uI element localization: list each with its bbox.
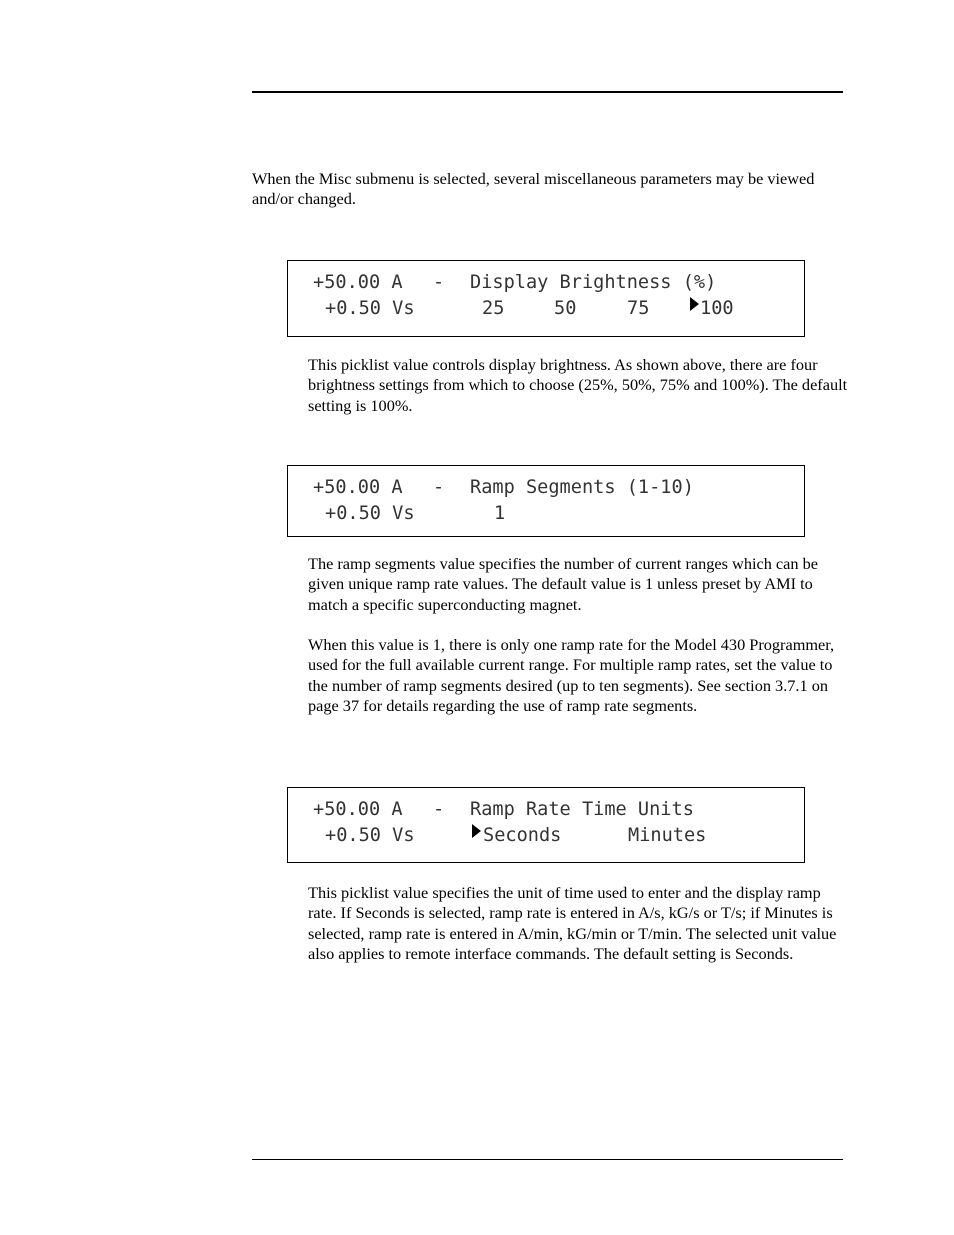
separator-dash: - <box>433 272 445 293</box>
selection-cursor-icon <box>690 297 699 311</box>
option-100-selected: 100 <box>700 298 734 319</box>
segments-display-line-1 <box>288 476 694 500</box>
menu-title: Display Brightness (%) <box>470 272 717 293</box>
brightness-display-line-1 <box>288 271 717 295</box>
units-display <box>287 787 805 863</box>
footer-rule <box>252 1159 843 1160</box>
option-25: 25 <box>482 298 505 319</box>
menu-title: Ramp Segments (1-10) <box>470 477 694 498</box>
voltage-readout: +0.50 Vs <box>325 825 415 846</box>
option-75: 75 <box>627 298 650 319</box>
brightness-display-line-2 <box>288 297 734 321</box>
brightness-description: This picklist value controls display brightness. As shown above, there are four brightness settings from which to choose (25%, 50%, 75% and 100%). The default setting is 100%. <box>308 355 848 415</box>
option-minutes: Minutes <box>628 825 707 846</box>
units-display-line-2 <box>288 824 707 848</box>
current-readout: +50.00 A <box>313 799 403 820</box>
segments-value: 1 <box>494 503 506 524</box>
selection-cursor-icon <box>472 824 481 838</box>
voltage-readout: +0.50 Vs <box>325 298 415 319</box>
units-display-line-1 <box>288 798 694 822</box>
segments-description: The ramp segments value specifies the number of current ranges which can be given unique ramp rate values. The default value is 1 unless preset by AMI to match a specific superconducting magnet. <box>308 554 818 614</box>
option-seconds-selected: Seconds <box>483 825 562 846</box>
separator-dash: - <box>433 477 445 498</box>
current-readout: +50.00 A <box>313 477 403 498</box>
brightness-display <box>287 260 805 337</box>
units-description: This picklist value specifies the unit of time used to enter and the display ramp rate. If Seconds is selected, ramp rate is entered in A/s, kG/s or T/s; if Minutes is selected, ramp rate is entered in A/min, kG/min or T/min. The selected unit value also applies to remote interface commands. The default setting is Seconds. <box>308 883 837 963</box>
segments-display <box>287 465 805 537</box>
voltage-readout: +0.50 Vs <box>325 503 415 524</box>
segments-display-line-2 <box>288 502 506 526</box>
current-readout: +50.00 A <box>313 272 403 293</box>
intro-paragraph: When the Misc submenu is selected, several miscellaneous parameters may be viewed and/or changed. <box>252 169 815 209</box>
segments-details: When this value is 1, there is only one ramp rate for the Model 430 Programmer, used for the full available current range. For multiple ramp rates, set the value to the number of ramp segments desired (up to ten segments). See section 3.7.1 on page 37 for details regarding the use of ramp rate segments. <box>308 635 835 715</box>
menu-title: Ramp Rate Time Units <box>470 799 694 820</box>
header-rule <box>252 91 843 93</box>
option-50: 50 <box>554 298 577 319</box>
separator-dash: - <box>433 799 445 820</box>
